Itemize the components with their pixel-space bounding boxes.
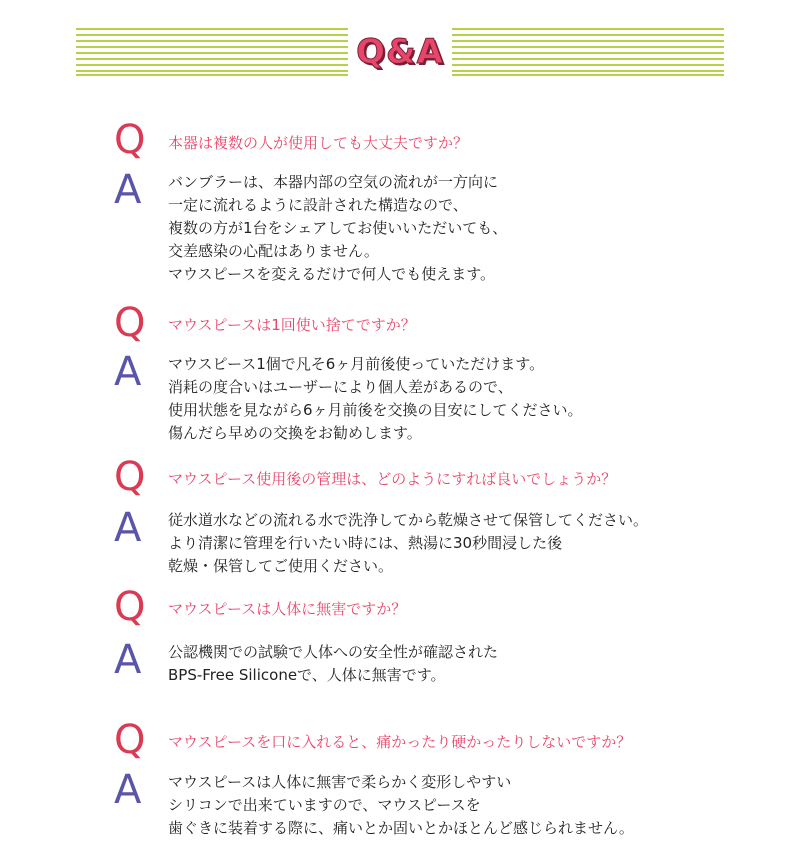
answer-line: 複数の方が1台をシェアしてお使いいただいても、 xyxy=(168,219,508,237)
answer-line: 傷んだら早めの交換をお勧めします。 xyxy=(168,424,422,442)
answer-text xyxy=(168,171,507,286)
a-letter: A xyxy=(114,349,142,395)
a-letter: A xyxy=(114,167,142,213)
answer-line: 使用状態を見ながら6ヶ月前後を交換の目安にしてください。 xyxy=(168,401,583,419)
qa-header xyxy=(76,28,724,76)
q-letter: Q xyxy=(114,300,146,346)
answer-line: より清潔に管理を行いたい時には、熱湯に30秒間浸した後 xyxy=(168,534,563,552)
answer-text xyxy=(168,509,648,578)
answer-line: シリコンで出来ていますので、マウスピースを xyxy=(168,796,481,814)
q-letter: Q xyxy=(114,117,146,163)
answer-line: マウスピースは人体に無害で柔らかく変形しやすい xyxy=(168,773,512,791)
q-letter: Q xyxy=(114,717,146,763)
answer-line: マウスピースを変えるだけで何人でも使えます。 xyxy=(168,265,496,283)
answer-line: 消耗の度合いはユーザーにより個人差があるので、 xyxy=(168,378,513,396)
answer-line: BPS-Free Siliconeで、人体に無害です。 xyxy=(168,666,446,684)
answer-line: 歯ぐきに装着する際に、痛いとか固いとかほとんど感じられません。 xyxy=(168,819,634,837)
answer-line: マウスピース1個で凡そ6ヶ月前後使っていただけます。 xyxy=(168,355,545,373)
a-letter: A xyxy=(114,637,142,683)
answer-line: 公認機関での試験で人体への安全性が確認された xyxy=(168,643,499,661)
answer-text xyxy=(168,353,583,445)
a-letter: A xyxy=(114,505,142,551)
answer-line: 交差感染の心配はありません。 xyxy=(168,242,379,260)
answer-line: バンブラーは、本器内部の空気の流れが一方向に xyxy=(168,173,499,191)
answer-text xyxy=(168,641,498,687)
question-text: マウスピース使用後の管理は、どのようにすれば良いでしょうか？ xyxy=(168,470,617,488)
a-letter: A xyxy=(114,767,142,813)
answer-line: 一定に流れるように設計された構造なので、 xyxy=(168,196,468,214)
question-text: マウスピースは人体に無害ですか？ xyxy=(168,600,407,618)
answer-text xyxy=(168,771,634,840)
q-letter: Q xyxy=(114,584,146,630)
q-letter: Q xyxy=(114,454,146,500)
question-text: マウスピースを口に入れると、痛かったり硬かったりしないですか？ xyxy=(168,733,632,751)
answer-line: 乾燥・保管してご使用ください。 xyxy=(168,557,394,575)
page-title: Q&A xyxy=(356,32,444,72)
question-text: 本器は複数の人が使用しても大丈夫ですか？ xyxy=(168,134,469,152)
title-wrap xyxy=(348,28,452,76)
answer-line: 従水道水などの流れる水で洗浄してから乾燥させて保管してください。 xyxy=(168,511,649,529)
question-text: マウスピースは1回使い捨てですか？ xyxy=(168,316,416,334)
